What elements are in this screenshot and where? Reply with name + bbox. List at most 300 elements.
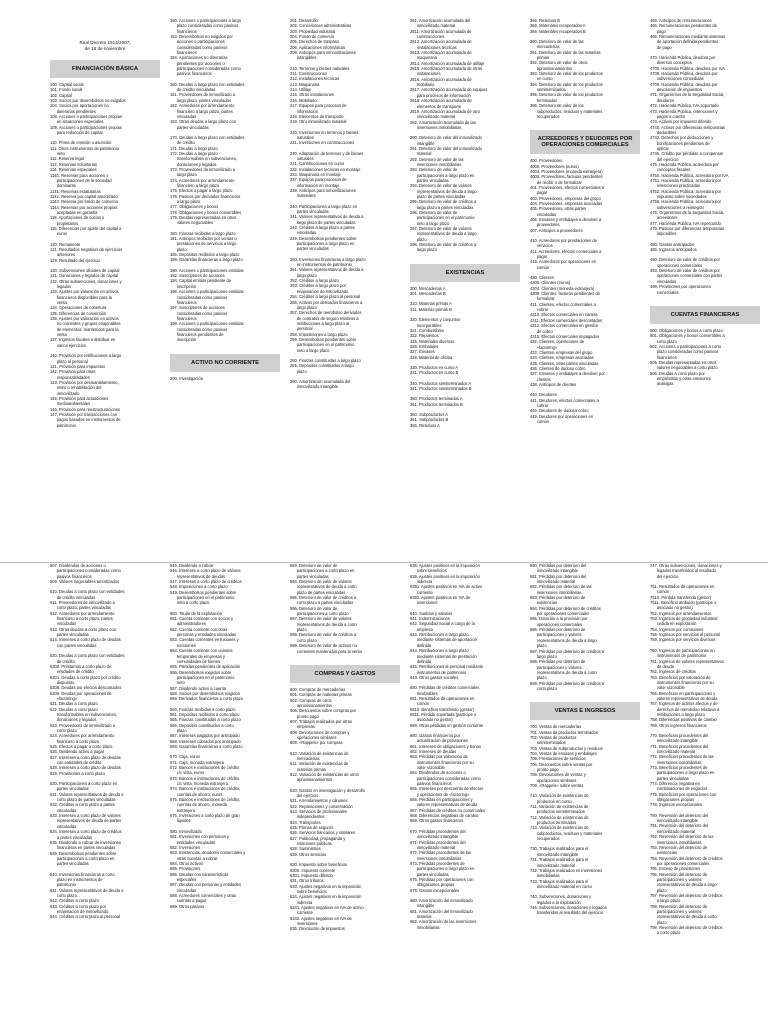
account-line: 547. Intereses a corto plazo de créditos	[170, 579, 242, 585]
account-line: vinculadas	[650, 278, 677, 284]
account-line: 555. Partidas pendientes de aplicación	[170, 664, 241, 670]
account-line: 100. Capital social	[50, 82, 84, 87]
account-line: 102. Capital	[50, 92, 72, 98]
account-line: 539. Desembolsos pendientes sobre	[50, 850, 117, 856]
account-line: 733. Trabajos realizados para el	[530, 878, 589, 884]
account-line: 636. Devolución de impuestos	[290, 926, 345, 932]
top-column-1	[50, 18, 160, 552]
account-line: 114. Reservas especiales	[50, 167, 97, 173]
account-line: 171. Deudas a largo plazo	[170, 145, 218, 151]
account-line: 704. Ventas de envases y embalajes	[530, 750, 597, 756]
account-line: consideradas como pasivos	[170, 44, 228, 50]
account-line: 230. Adaptación de terrenos y de bienes	[290, 150, 364, 156]
account-line: común	[530, 419, 550, 424]
account-line: 475. Hacienda Pública, acreedora por	[650, 161, 719, 167]
account-line: neto a largo plazo	[290, 347, 330, 353]
account-line: financiero a largo plazo, partes	[170, 108, 233, 114]
account-line: 759. Ingresos por servicios diversos	[650, 637, 716, 643]
account-line: 572. Bancos e instituciones de crédito	[170, 765, 239, 771]
account-line: acreedores	[650, 215, 678, 221]
account-line: 698. Pérdidas por deterioro de	[530, 659, 586, 665]
account-line: 695. Dotación a la provisión por	[530, 616, 588, 622]
account-line: pagar	[530, 254, 548, 260]
top-column-5	[530, 18, 640, 552]
account-line: 296. Deterioro de valor de	[410, 210, 458, 216]
account-line: 4742. Derechos por deducciones y	[650, 135, 714, 141]
account-line: retribuciones a largo plazo al	[290, 320, 350, 326]
account-line: actualización de provisiones	[410, 738, 469, 744]
account-line: 599. Deterioro de valor de activos no	[290, 643, 357, 649]
account-line: 110. Prima de emisión o asunción	[50, 140, 112, 146]
account-line: 623. Servicios de profesionales	[290, 809, 347, 815]
account-line: 253. Créditos a largo plazo por	[290, 283, 346, 289]
account-line: 506. Deudas a corto plazo por	[650, 370, 705, 376]
account-line: 543. Créditos a corto plazo por	[50, 903, 106, 909]
account-line: 662. Intereses de deudas	[410, 749, 457, 754]
account-line: por operaciones comerciales	[530, 611, 590, 617]
account-line: consideradas como pasivos	[170, 294, 228, 300]
account-line: 396. Deterioro de valor de los	[530, 103, 584, 109]
account-line: financiero a corto plazo	[50, 738, 100, 744]
account-line: participaciones en el patrimonio	[170, 595, 235, 601]
account-line: común	[530, 264, 550, 270]
account-line: valores representativos de deuda	[650, 695, 718, 701]
account-line: 120. Remanente	[50, 241, 81, 247]
account-line: inmovilizado material	[650, 828, 696, 834]
account-line: 199. Acciones o participaciones emitidas	[170, 321, 244, 327]
account-line: 766. Beneficios en participaciones y	[650, 690, 716, 696]
account-line: derechos de reembolso relativos a	[650, 706, 720, 712]
account-line: consideradas como pasivos	[170, 326, 228, 332]
account-line: materias primas	[290, 766, 326, 772]
account-line: pendientes por acciones o	[170, 60, 225, 66]
account-line: clientes	[530, 376, 551, 382]
account-line: 231. Construcciones en curso	[290, 161, 345, 167]
account-line: 251. Valores representativos de deuda a	[290, 267, 364, 273]
account-line: financiero a largo plazo	[170, 182, 220, 188]
account-line: 326. Embalajes	[410, 343, 439, 349]
account-line: 558. Socios por desembolsos exigidos	[170, 690, 240, 696]
account-line: plazo	[650, 919, 667, 925]
account-line: primas	[530, 55, 550, 61]
account-line: c/c vista, moneda extranjera	[170, 781, 229, 787]
account-line: corto plazo	[650, 338, 677, 344]
account-line: 792. Reversión del deterioro de las	[650, 834, 714, 840]
account-line: 660. Gastos financieros por	[410, 732, 461, 738]
account-line: 530. Participaciones a corto plazo en	[50, 781, 118, 787]
account-line: 4708. Hacienda Pública, deudora por	[650, 71, 718, 77]
account-line: operaciones comerciales con partes	[650, 273, 723, 279]
account-line: 526. Dividendo activo a pagar	[50, 749, 105, 755]
account-line: naturales	[290, 155, 314, 161]
account-line: 798. Reversión del deterioro de	[650, 903, 708, 909]
account-line: 628. Suministros	[290, 846, 321, 852]
account-line: instalaciones	[410, 71, 441, 77]
account-line: neto	[170, 680, 185, 686]
account-line: 480. Gastos anticipados	[650, 241, 694, 247]
account-line: 712. Variación de existencias de	[530, 814, 589, 820]
account-line: 566. Depósitos constituidos a corto	[170, 722, 234, 728]
account-line: 218. Elementos de transporte	[290, 113, 344, 119]
account-line: 550. Titular de la explotación	[170, 610, 223, 616]
account-line: 6510. Beneficio transferido (gestor)	[410, 706, 474, 712]
account-line: 2818. Amortización acumulada de	[410, 98, 472, 104]
account-line: 490. Deterioro de valor de créditos por	[650, 257, 720, 263]
account-line: intangibles	[290, 55, 317, 61]
account-line: plazo	[290, 627, 307, 633]
account-line: 112. Reserva legal	[50, 156, 84, 162]
account-line: 195. Acciones o participaciones emitidas	[170, 289, 244, 295]
account-line: 432. Clientes, operaciones de	[530, 339, 585, 345]
account-line: 189. Garantías financieras a largo plazo	[170, 257, 243, 263]
account-line: 434. Clientes, empresas asociadas	[530, 355, 594, 361]
account-line: 392. Deterioro de valor de otros	[530, 60, 588, 66]
account-line: 529. Provisiones a corto plazo	[50, 770, 105, 776]
account-line: personal	[290, 326, 313, 332]
account-line: 771. Beneficios procedentes del	[650, 743, 709, 749]
account-line: mediante sistemas de aportación	[410, 637, 477, 643]
account-line: 671. Pérdidas procedentes del	[410, 839, 466, 845]
spacer	[290, 654, 400, 659]
account-line: 794. Reversión del deterioro de créditos	[650, 855, 723, 861]
bottom-column-6	[650, 563, 760, 1019]
account-line: 145. Provisión para actuaciones	[50, 395, 109, 401]
account-line: inmobiliarias	[530, 873, 560, 879]
account-line: 435. Clientes, otras partes vinculadas	[530, 360, 599, 366]
account-line: 620. Gastos en investigación y desarrollo	[290, 787, 365, 793]
account-line: 753. Ingresos de propiedad industrial	[650, 616, 718, 622]
account-line: 293. Deterioro de valor de	[410, 167, 458, 173]
account-line: vinculadas	[170, 113, 197, 119]
account-line: personas y entidades vinculadas	[170, 632, 237, 638]
account-line: 774. Diferencia negativa en	[650, 781, 700, 787]
account-line: intangible	[410, 903, 435, 909]
account-line: 282. Amortización acumulada de las	[410, 119, 476, 125]
account-line: 560. Fianzas recibidas a corto plazo	[170, 706, 236, 712]
account-line: 211. Construcciones	[290, 71, 328, 77]
account-line: 670. Pérdidas procedentes del	[410, 828, 466, 834]
account-line: donaciones y legados	[50, 717, 97, 723]
account-line: intangible	[410, 140, 435, 146]
top-columns	[0, 18, 768, 552]
account-line: información en montaje	[290, 182, 340, 188]
account-line: 4312. Efectos comerciales en gestión	[530, 323, 599, 329]
account-line: 556. Desembolsos exigidos sobre	[170, 669, 232, 675]
account-line: 140. Provisión por retribuciones a largo	[50, 353, 122, 359]
account-line: productos terminados	[530, 820, 577, 826]
account-line: 4300. Clientes (euros)	[530, 280, 571, 286]
account-line: 185. Depósitos recibidos a largo plazo	[170, 252, 240, 258]
account-line: 528. Intereses a corto plazo de deudas	[50, 765, 121, 771]
account-line: 220. Inversiones en terrenos y bienes	[290, 129, 359, 135]
account-line: 249. Desembolsos pendientes sobre	[290, 235, 357, 241]
account-line: 4751. Hacienda Pública, acreedora por	[650, 177, 722, 183]
account-line: pronto pago	[530, 767, 559, 772]
account-line: 673. Pérdidas procedentes de	[410, 860, 465, 866]
account-line: 668. Diferencias negativas de cambio	[410, 813, 479, 819]
account-line: representativos de deuda a largo	[530, 637, 597, 643]
account-line: de elementos, mantenidos para la	[50, 326, 119, 332]
account-line: 553. Cuentas corrientes en fusiones y	[170, 637, 239, 643]
account-line: 205. Derechos de traspaso	[290, 39, 340, 45]
account-line: plazo	[650, 887, 667, 893]
account-line: 760. Ingresos de participaciones en	[650, 647, 715, 653]
account-line: 163. Otras deudas a largo plazo con	[170, 119, 236, 125]
account-line: partes vinculadas	[650, 775, 689, 781]
account-line: 438. Anticipos de clientes	[530, 381, 577, 387]
account-line: largo plazo de partes vinculadas	[290, 219, 356, 225]
account-line: partes vinculadas	[410, 871, 449, 877]
account-line: 665. Intereses por descuento de efectos	[410, 786, 484, 792]
account-line: en instrumentos de patrimonio	[290, 262, 352, 268]
decree-title: Real Decreto 1514/2007,	[79, 40, 131, 45]
account-line: deudores	[650, 97, 674, 103]
account-line: 511. Proveedores de inmovilizado a	[50, 600, 115, 606]
account-line: 4758. Hacienda Pública, acreedora por	[650, 199, 722, 205]
account-line: proveedores	[530, 222, 560, 228]
account-line: aprovisionamientos	[290, 777, 333, 783]
account-line: 610. Variación de existencias de	[290, 750, 349, 756]
account-line: 512. Acreedores por arrendamiento	[50, 610, 115, 616]
account-line: obligaciones propias	[410, 882, 455, 888]
account-line: 751. Resultados de operaciones en	[650, 584, 715, 590]
account-line: cuentas a pagar	[170, 898, 207, 904]
account-line: dinerarias pendientes	[50, 108, 96, 114]
account-line: 260. Fianzas constituidas a largo plazo	[290, 357, 361, 363]
account-line: 6391. Ajustes positivos en IVA de activo	[410, 584, 483, 590]
account-line: 521. Deudas a corto plazo	[50, 701, 98, 707]
account-line: responsabilidades	[50, 374, 90, 380]
account-line: combinaciones de negocios	[650, 786, 708, 792]
account-line: participaciones y valores	[530, 664, 582, 670]
account-line: 527. Intereses a corto plazo de deudas	[50, 754, 121, 760]
account-line: retenciones practicadas	[650, 183, 701, 189]
account-line: 176. Pasivos por derivados financieros	[170, 193, 241, 199]
account-line: participaciones a corto plazo	[290, 611, 349, 617]
account-line: patrimonio	[50, 882, 76, 888]
account-line: inmovilizado	[50, 390, 80, 396]
account-line: 173. Proveedores de inmovilizado a	[170, 166, 236, 172]
account-line: cobrar	[530, 402, 549, 408]
account-line: 294. Deterioro de valor de valores	[410, 183, 472, 189]
account-line: 254. Créditos a largo plazo al personal	[290, 294, 361, 300]
account-line: 791. Reversión del deterioro del	[650, 823, 709, 829]
account-line: 7511. Beneficio atribuido (partícipe o	[650, 600, 717, 606]
account-line: 472. Hacienda Pública, IVA soportado	[650, 103, 719, 109]
account-line: asociado no gestor)	[650, 605, 693, 611]
account-line: 544. Créditos a corto plazo al personal	[50, 914, 121, 920]
account-line: comunidades de bienes	[170, 658, 221, 664]
account-line: vinculadas	[530, 211, 557, 217]
account-line: 533. Intereses a corto plazo de valores	[50, 813, 121, 819]
account-line: inversiones inmobiliarias	[410, 161, 462, 167]
account-line: 103. Socios por desembolsos no exigidos	[50, 98, 126, 104]
account-line: 1142. Reserva por capital amortizado	[50, 193, 118, 199]
account-line: de crédito vinculadas	[50, 594, 96, 600]
account-line: 130. Subvenciones oficiales de capital	[50, 268, 120, 273]
account-line: 219. Otro inmovilizado material	[290, 119, 347, 125]
account-line: 465. Anticipos de remuneraciones	[650, 18, 712, 23]
account-line: participaciones a corto plazo en	[50, 855, 115, 861]
account-line: empréstitos y otras emisiones	[650, 375, 711, 381]
account-line: 252. Créditos a largo plazo	[290, 278, 339, 284]
account-line: de cobro	[530, 328, 553, 334]
account-line: especiales	[170, 876, 197, 882]
account-line: del ejercicio	[290, 793, 319, 799]
account-line: 437. Envases y embalajes a devolver por	[530, 371, 605, 377]
account-line: 507. Dividendos de acciones o	[50, 563, 106, 568]
account-line: 755. Ingresos por servicios al personal	[650, 632, 721, 638]
account-line: materiales	[290, 193, 316, 199]
account-line: representativos de deuda a corto	[530, 669, 597, 675]
account-line: 301. Mercaderías B	[410, 291, 446, 297]
account-line: 509. Valores negociables amortizados	[50, 579, 120, 585]
account-line: acciones o participaciones	[170, 39, 225, 45]
account-line: 501. Obligaciones y bonos convertibles a	[650, 333, 725, 339]
account-line: 535. Dividendo a cobrar de inversiones	[50, 839, 122, 845]
bottom-column-1	[50, 563, 160, 1019]
account-line: 341. Productos semiterminados B	[410, 385, 472, 391]
account-line: participaciones en el patrimonio	[410, 215, 475, 221]
account-line: 161. Proveedores de inmovilizado a	[170, 92, 236, 98]
account-line: 690. Pérdidas por deterioro del	[530, 563, 587, 568]
account-line: formalizar	[530, 296, 555, 302]
account-line: 611. Variación de existencias de	[290, 761, 349, 767]
account-line: representativos de deuda a corto	[290, 621, 357, 627]
account-line: consideradas como pasivos	[170, 310, 228, 316]
account-line: material	[410, 151, 432, 157]
account-line: 237. Equipos para procesos de	[290, 177, 347, 183]
account-line: 694. Pérdidas por deterioro de créditos	[530, 605, 601, 611]
account-line: 641. Indemnizaciones	[410, 616, 450, 622]
account-line: 430. Clientes	[530, 275, 554, 281]
account-line: a partes vinculadas	[50, 834, 93, 840]
account-line: partes vinculadas	[290, 246, 329, 252]
bottom-column-3	[290, 563, 400, 1019]
account-line: 568. Intereses cobrados por anticipado	[170, 738, 241, 744]
account-line: varios ejercicios	[50, 342, 86, 348]
account-line: financieros disponibles para la	[50, 294, 112, 300]
account-line: 649. Otros gastos sociales	[410, 674, 459, 680]
account-line: 214. Utillaje	[290, 87, 312, 93]
account-line: 752. Ingresos por arrendamientos	[650, 610, 712, 616]
account-line: 661. Intereses de obligaciones y bonos	[410, 743, 482, 749]
bottom-columns	[0, 563, 768, 1019]
account-line: 531. Valores representativos de deuda a	[50, 791, 124, 797]
account-line: enajenación de inmovilizado	[290, 288, 349, 294]
account-line: prestaciones de servicios a largo	[170, 241, 237, 247]
account-line: participaciones a largo plazo en	[410, 172, 475, 178]
account-line: 768. Diferencias positivas de cambio	[650, 717, 717, 723]
account-line: 297. Deterioro de valor de valores	[410, 226, 472, 232]
account-line: plazo	[290, 368, 307, 374]
account-line: 360. Subproductos A	[410, 411, 449, 417]
account-line: 639. Ajustes positivos en la imposición	[410, 573, 480, 579]
account-line: incobrables	[410, 690, 438, 696]
account-line: subproductos, residuos y materiales	[530, 108, 603, 114]
account-line: partes vinculadas	[50, 786, 89, 792]
account-line: inmovilizado material en curso	[530, 883, 592, 889]
account-line: material	[410, 913, 432, 919]
account-line: 761. Ingresos de valores representativos	[650, 658, 724, 664]
account-line: corto plazo	[290, 637, 317, 643]
account-line: 477. Hacienda Pública, IVA repercutido	[650, 220, 721, 226]
top-column-4	[410, 18, 520, 552]
account-line: vinculadas	[290, 230, 317, 236]
account-line: 419. Acreedores por operaciones en	[530, 259, 596, 265]
account-line: 2817. Amortización acumulada de equipos	[410, 87, 488, 93]
spacer	[650, 295, 760, 300]
account-line: participaciones en el patrimonio	[170, 674, 235, 680]
account-line: 669. Otros gastos financieros	[410, 818, 464, 824]
account-line: pagos a cuenta	[650, 113, 685, 119]
account-line: 180. Fianzas recibidas a largo plazo	[170, 230, 236, 236]
account-line: inversiones	[410, 600, 438, 606]
account-line: 682. Amortización de las inversiones	[410, 919, 477, 925]
account-line: para procesos de información	[410, 92, 471, 98]
account-line: representativos de deuda a largo	[410, 231, 477, 237]
account-line: 499. Provisiones por operaciones	[650, 284, 711, 290]
account-line: 692. Pérdidas por deterioro de las	[530, 584, 592, 590]
account-line: inmovilizado intangible	[650, 738, 699, 744]
account-line: de recibir o de formalizar	[530, 179, 582, 185]
account-line: mediante sistemas de prestación	[410, 653, 477, 659]
account-line: 675. Pérdidas por operaciones con	[410, 876, 474, 882]
account-line: 255. Activos por derivados financieros a	[290, 299, 363, 305]
account-line: 197. Suscriptores de acciones	[170, 305, 225, 311]
account-line: 466. Remuneraciones pendientes de	[650, 23, 717, 29]
account-line: 331. Productos en curso B	[410, 370, 459, 376]
account-line: participaciones a largo plazo en	[290, 241, 355, 247]
account-line: 391. Deterioro de valor de las materias	[530, 49, 601, 55]
account-line: 701. Ventas de productos terminados	[530, 729, 598, 735]
account-line: 4004. Proveedores (moneda extranjera)	[530, 168, 603, 174]
account-line: pago	[650, 28, 666, 34]
account-line: común	[650, 589, 670, 595]
account-line: 202. Concesiones administrativas	[290, 23, 352, 29]
account-line: financieros	[170, 315, 197, 321]
account-line: plazo	[170, 727, 187, 733]
account-line: terminados	[530, 97, 558, 103]
account-line: 250. Inversiones financieras a largo plazo	[290, 256, 366, 262]
account-line: dispuesto	[50, 679, 75, 685]
account-line: 681. Amortización del inmovilizado	[410, 908, 473, 914]
account-line: 666. Pérdidas en participaciones y	[410, 797, 473, 803]
account-line: «factoring»	[530, 344, 558, 350]
account-line: 471. Organismos de la Seguridad Social,	[650, 92, 725, 98]
account-line: transformables en subvenciones,	[170, 156, 237, 162]
account-line: 291. Deterioro de valor del inmovilizado	[410, 145, 482, 151]
account-line: 624. Transportes	[290, 819, 321, 825]
account-line: 664. Dividendos de acciones o	[410, 770, 466, 776]
account-line: 6341. Ajustes negativos en IVA de activo	[290, 904, 364, 910]
account-line: plazo de partes vinculadas	[410, 194, 466, 199]
account-line: productos semiterminados	[530, 809, 585, 815]
account-line: 259. Desembolsos pendientes sobre	[290, 336, 357, 342]
account-line: 4750. Hacienda Pública, acreedora por IVA	[650, 172, 729, 178]
account-line: 137. Ingresos fiscales a distribuir en	[50, 337, 116, 343]
account-line: de aportación definida pendientes	[650, 39, 719, 45]
account-line: partes vinculadas	[290, 573, 329, 579]
account-line: vinculadas	[50, 823, 77, 829]
section-title: ACTIVO NO CORRIENTE	[170, 354, 280, 372]
account-line: inmovilizado material	[410, 23, 456, 29]
account-line: legados transferidos al resultado	[650, 568, 716, 574]
account-line: 608. Devoluciones de compras y	[290, 729, 350, 735]
account-line: 775. Beneficios por operaciones con	[650, 791, 717, 797]
account-line: 651. Resultados de operaciones en	[410, 695, 475, 701]
account-line: inmovilizado intangible	[290, 384, 339, 390]
